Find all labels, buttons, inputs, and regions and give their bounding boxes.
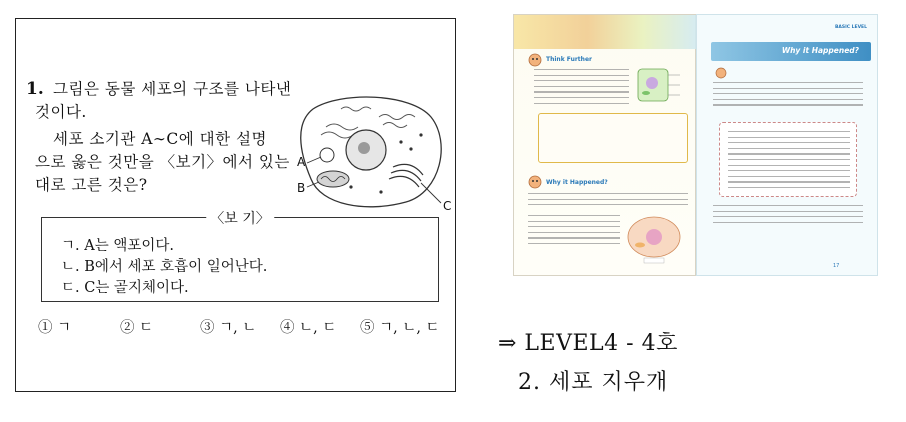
answer-writing-box: [538, 113, 688, 163]
bogi-item-1: ㄱ. A는 액포이다.: [61, 238, 174, 254]
textbook-spread-image: [513, 14, 878, 276]
question-text-line-2: 것이다.: [35, 103, 87, 121]
choice-1[interactable]: ① ㄱ: [38, 320, 72, 336]
body-text-block-5: [713, 205, 863, 227]
character-icon-3: [715, 67, 727, 79]
body-text-block-1: [534, 69, 629, 108]
animal-cell-diagram: [281, 87, 456, 215]
why-it-happened-heading-right: Why it Happened?: [781, 46, 859, 55]
bogi-item-3: ㄷ. C는 골지체이다.: [61, 280, 189, 296]
answer-reference-line-1: ⇒ LEVEL4 - 4호: [498, 331, 678, 356]
textbook-left-page: [513, 14, 696, 276]
answer-choices: [38, 316, 458, 336]
figure-label-a: A: [297, 155, 306, 169]
plant-cell-thumbnail: [636, 65, 684, 105]
body-text-block-4: [713, 82, 863, 110]
question-text-line-4: 으로 옳은 것만을 〈보기〉에서 있는: [35, 153, 290, 171]
question-text-line-5: 대로 고른 것은?: [35, 176, 148, 194]
basic-level-tab: BASIC LEVEL: [834, 25, 867, 30]
why-it-happened-banner: [711, 42, 871, 61]
question-text-line-3: 세포 소기관 A∼C에 대한 설명: [53, 130, 267, 148]
answer-reference-line-2: 2. 세포 지우개: [518, 370, 669, 395]
body-text-block-2: [528, 193, 688, 210]
why-it-happened-heading-left: Why it Happened?: [546, 179, 608, 186]
decorative-banner: [514, 15, 697, 49]
character-icon: [528, 53, 542, 67]
think-further-heading: Think Further: [546, 56, 592, 63]
figure-label-b: B: [297, 181, 306, 195]
question-card: [15, 18, 456, 392]
choice-5[interactable]: ⑤ ㄱ, ㄴ, ㄷ: [360, 320, 440, 336]
choice-3[interactable]: ③ ㄱ, ㄴ: [200, 320, 257, 336]
animal-cell-illustration: [281, 87, 456, 215]
summary-text-lines: [728, 131, 850, 193]
choice-2[interactable]: ② ㄷ: [120, 320, 154, 336]
summary-box: [719, 122, 857, 197]
bogi-title: 〈보 기〉: [206, 208, 274, 228]
body-text-block-3: [528, 215, 620, 249]
cell-structure-thumbnail: [624, 213, 686, 265]
character-icon-2: [528, 175, 542, 189]
textbook-right-page: [696, 14, 878, 276]
bogi-box: [41, 211, 439, 302]
question-text-line-1: 그림은 동물 세포의 구조를 나타낸: [53, 80, 292, 98]
choice-4[interactable]: ④ ㄴ, ㄷ: [280, 320, 337, 336]
bogi-item-2: ㄴ. B에서 세포 호흡이 일어난다.: [61, 259, 268, 275]
figure-label-c: C: [443, 199, 452, 213]
page-number: 17: [833, 263, 840, 269]
question-number: 1.: [26, 79, 44, 99]
